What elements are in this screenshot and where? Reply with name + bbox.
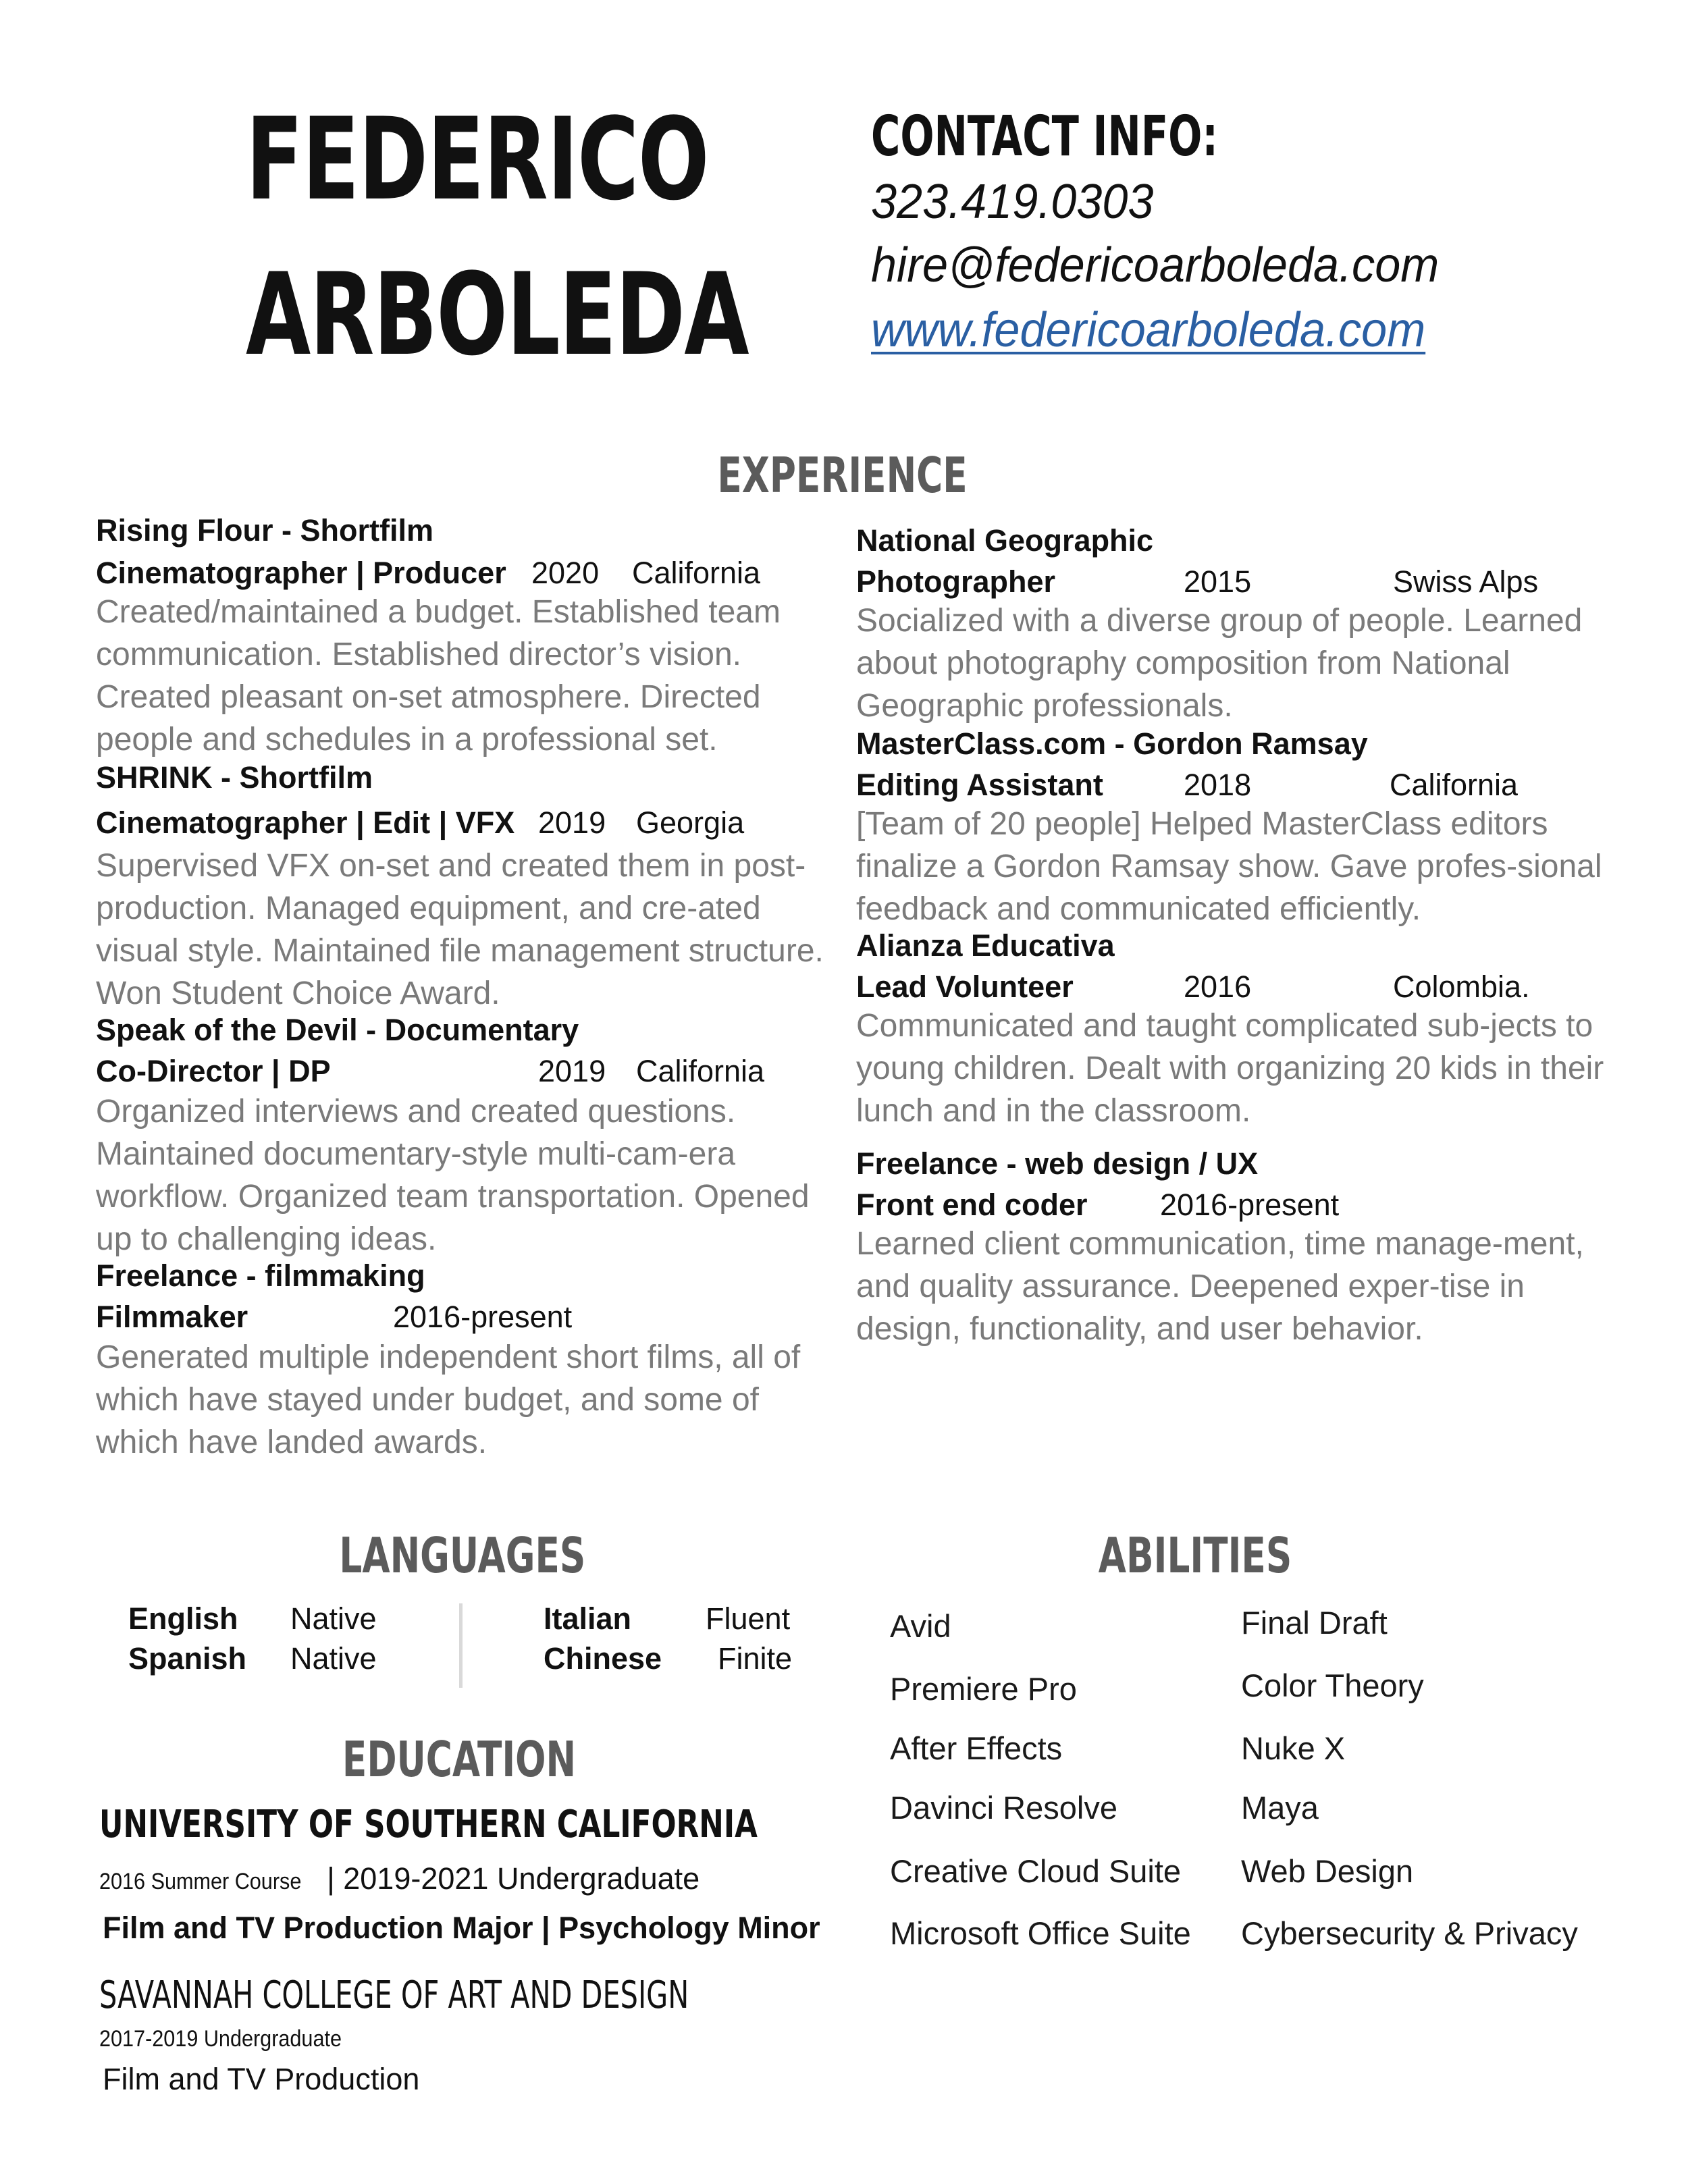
- job-role: Lead Volunteer: [856, 969, 1074, 1004]
- edu-school-name: UNIVERSITY OF SOUTHERN CALIFORNIA: [99, 1803, 758, 1846]
- ability-item: Premiere Pro: [890, 1671, 1077, 1707]
- job-year: 2019: [538, 1054, 606, 1088]
- job-year: 2019: [538, 805, 606, 840]
- job-role-row: [856, 566, 1606, 597]
- languages-divider: [459, 1603, 463, 1688]
- contact-title: CONTACT INFO:: [871, 105, 1218, 169]
- job-description: Communicated and taught complicated sub-jects to young children. Dealt with organizing 20 kids in their lunch and in the classroom.: [856, 1008, 1604, 1129]
- job-description: Learned client communication, time manage-ment, and quality assurance. Deepened exper-tise in design, functionality, and user behavior.: [856, 1226, 1584, 1347]
- job-description: Created/maintained a budget. Established team communication. Established director’s vision. Created pleasant on-set atmosphere. Directed people and schedules in a professional set.: [96, 594, 781, 757]
- ability-item: Creative Cloud Suite: [890, 1853, 1182, 1889]
- job-year: 2018: [1184, 768, 1252, 802]
- job-entry: [96, 1260, 845, 1464]
- language-name: Chinese: [544, 1641, 662, 1676]
- job-entry: [96, 1015, 845, 1260]
- job-entry: [96, 515, 845, 761]
- language-name: English: [128, 1601, 238, 1636]
- language-level: Fluent: [706, 1601, 791, 1636]
- contact-phone: 323.419.0303: [871, 175, 1154, 229]
- contact-website-link[interactable]: www.federicoarboleda.com: [871, 303, 1426, 357]
- job-year: 2020: [531, 556, 600, 590]
- edu-program: Film and TV Production: [103, 2062, 420, 2096]
- experience-left-column: [96, 515, 845, 1464]
- ability-item: Nuke X: [1241, 1730, 1346, 1766]
- job-year: 2016: [1184, 969, 1252, 1004]
- language-name: Italian: [544, 1601, 632, 1636]
- job-entry: [96, 762, 845, 1015]
- job-role: Front end coder: [856, 1188, 1088, 1222]
- job-location: California: [632, 556, 761, 590]
- language-level: Finite: [718, 1641, 793, 1676]
- job-description: Socialized with a diverse group of people. Learned about photography composition from National Geographic professionals.: [856, 603, 1583, 724]
- ability-item: Cybersecurity & Privacy: [1241, 1915, 1578, 1951]
- job-entry: [856, 728, 1606, 930]
- experience-right-column: [856, 525, 1606, 1350]
- job-role-row: [96, 558, 845, 588]
- job-role: Photographer: [856, 564, 1056, 599]
- ability-item: After Effects: [890, 1730, 1063, 1766]
- job-title: National Geographic: [856, 523, 1154, 558]
- language-row: [128, 1601, 377, 1636]
- job-role: Filmmaker: [96, 1300, 248, 1334]
- job-description: Supervised VFX on-set and created them in post-production. Managed equipment, and cre-ated visual style. Maintained file management structure. Won Student Choice Award.: [96, 848, 824, 1011]
- job-role: Editing Assistant: [856, 768, 1103, 802]
- ability-item: Final Draft: [1241, 1605, 1388, 1641]
- edu-school-years: [99, 1861, 700, 1896]
- job-role: Cinematographer | Edit | VFX: [96, 805, 515, 840]
- edu-years: 2017-2019 Undergraduate: [99, 2026, 342, 2052]
- ability-item: Davinci Resolve: [890, 1790, 1117, 1826]
- job-title: Freelance - filmmaking: [96, 1258, 425, 1293]
- language-level: Native: [290, 1641, 377, 1676]
- job-title: Alianza Educativa: [856, 928, 1115, 963]
- first-name: FEDERICO: [246, 93, 709, 225]
- language-row: [544, 1601, 791, 1636]
- job-title: SHRINK - Shortfilm: [96, 760, 373, 795]
- job-description: [Team of 20 people] Helped MasterClass editors finalize a Gordon Ramsay show. Gave profes-sional feedback and communicated efficiently.: [856, 806, 1602, 927]
- job-role-row: [96, 807, 845, 838]
- language-level: Native: [290, 1601, 377, 1636]
- edu-years: | 2019-2021 Undergraduate: [327, 1861, 700, 1896]
- ability-item: Web Design: [1241, 1853, 1414, 1889]
- last-name: ARBOLEDA: [246, 248, 749, 381]
- job-title: MasterClass.com - Gordon Ramsay: [856, 726, 1368, 761]
- contact-email[interactable]: hire@federicoarboleda.com: [871, 238, 1440, 292]
- language-name: Spanish: [128, 1641, 247, 1676]
- job-role-row: [96, 1056, 845, 1086]
- job-title: Rising Flour - Shortfilm: [96, 513, 433, 548]
- job-role: Co-Director | DP: [96, 1054, 331, 1088]
- job-role-row: [96, 1302, 845, 1332]
- job-location: California: [636, 1054, 765, 1088]
- abilities-heading: ABILITIES: [1098, 1527, 1292, 1584]
- job-title: Speak of the Devil - Documentary: [96, 1013, 579, 1047]
- job-entry: [856, 930, 1606, 1132]
- job-location: California: [1390, 768, 1519, 802]
- job-entry: [856, 1148, 1606, 1350]
- edu-school-name: SAVANNAH COLLEGE OF ART AND DESIGN: [99, 1973, 689, 2017]
- ability-item: Avid: [890, 1608, 951, 1644]
- job-year: 2015: [1184, 564, 1252, 599]
- ability-item: Microsoft Office Suite: [890, 1915, 1191, 1951]
- experience-heading: EXPERIENCE: [717, 447, 968, 504]
- job-location: Swiss Alps: [1393, 564, 1539, 599]
- ability-item: Color Theory: [1241, 1668, 1424, 1703]
- edu-program: Film and TV Production Major | Psychology Minor: [103, 1911, 820, 1945]
- job-description: Generated multiple independent short films, all of which have stayed under budget, and some of which have landed awards.: [96, 1339, 801, 1460]
- language-row: [128, 1641, 377, 1676]
- job-role-row: [856, 971, 1606, 1002]
- job-role-row: [856, 1190, 1606, 1220]
- job-location: Georgia: [636, 805, 745, 840]
- languages-heading: LANGUAGES: [339, 1527, 586, 1584]
- job-title: Freelance - web design / UX: [856, 1146, 1259, 1181]
- ability-item: Maya: [1241, 1790, 1319, 1826]
- languages-table: [128, 1603, 817, 1684]
- job-role-row: [856, 770, 1606, 800]
- job-description: Organized interviews and created questions. Maintained documentary-style multi-cam-era workflow. Organized team transportation. Opened up to challenging ideas.: [96, 1094, 810, 1257]
- job-location: Colombia.: [1393, 969, 1530, 1004]
- job-year: 2016-present: [1160, 1188, 1340, 1222]
- job-role: Cinematographer | Producer: [96, 556, 506, 590]
- job-entry: [856, 525, 1606, 727]
- edu-course: 2016 Summer Course: [99, 1869, 302, 1894]
- job-year: 2016-present: [393, 1300, 573, 1334]
- education-heading: EDUCATION: [342, 1731, 577, 1788]
- language-row: [544, 1641, 793, 1676]
